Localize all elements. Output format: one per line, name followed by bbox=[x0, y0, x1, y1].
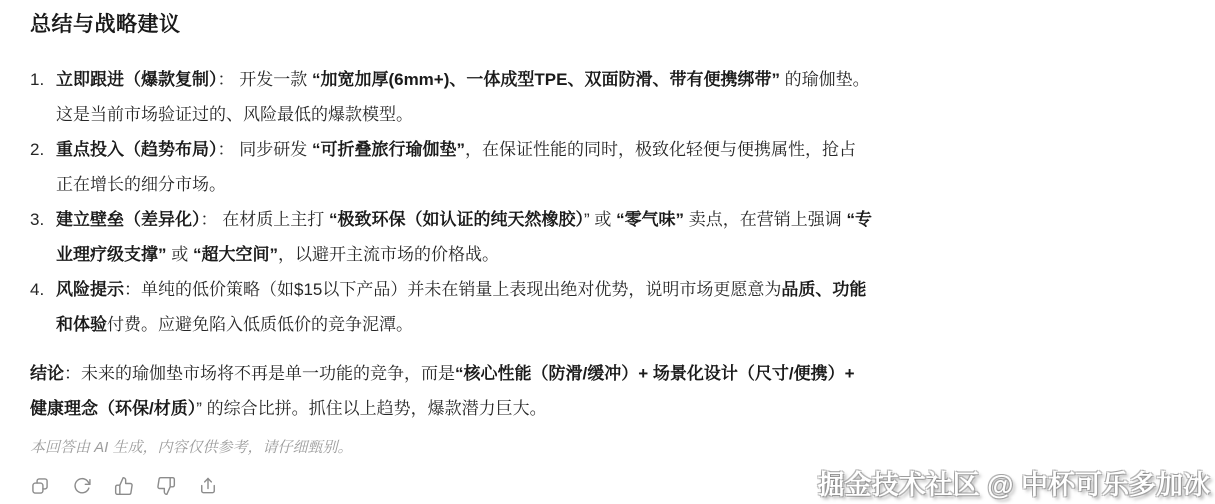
text-segment: “极致环保（如认证的纯天然橡胶） bbox=[328, 210, 584, 229]
text-segment: 风险提示 bbox=[56, 280, 124, 299]
text-segment: ： 开发一款 bbox=[217, 70, 312, 89]
copy-button[interactable] bbox=[30, 476, 50, 496]
list-item bbox=[30, 132, 872, 202]
text-segment: “零气味” bbox=[616, 210, 685, 229]
page-title: 总结与战略建议 bbox=[30, 13, 181, 36]
item-text bbox=[56, 272, 872, 342]
dislike-button[interactable] bbox=[156, 476, 176, 496]
text-segment: 付费。应避免陷入低质低价的竞争泥潭。 bbox=[107, 315, 413, 334]
item-text bbox=[56, 132, 872, 202]
item-number: 3. bbox=[30, 210, 45, 229]
list-item bbox=[30, 62, 872, 132]
text-segment: 重点投入（趋势布局） bbox=[56, 140, 218, 159]
item-text bbox=[56, 202, 872, 272]
text-segment: “加宽加厚(6mm+)、一体成型TPE、双面防滑、带有便携绑带” bbox=[311, 70, 780, 89]
text-segment: 或 bbox=[166, 245, 193, 264]
text-segment: 结论 bbox=[30, 364, 64, 383]
text-segment: 卖点，在营销上强调 bbox=[684, 210, 847, 229]
recommendation-list bbox=[30, 62, 872, 342]
text-segment: “超大空间” bbox=[192, 245, 278, 264]
ai-disclaimer: 本回答由 AI 生成，内容仅供参考，请仔细甄别。 bbox=[30, 439, 353, 456]
share-button[interactable] bbox=[198, 476, 218, 496]
text-segment: ：单纯的低价策略（如$15以下产品）并未在销量上表现出绝对优势，说明市场更愿意为 bbox=[124, 280, 782, 299]
text-segment: ” 的综合比拼。抓住以上趋势，爆款潜力巨大。 bbox=[196, 399, 547, 418]
text-segment: ” 或 bbox=[583, 210, 617, 229]
item-number: 1. bbox=[30, 70, 45, 89]
text-segment: 品质、功能和体验 bbox=[56, 280, 867, 334]
list-item bbox=[30, 272, 872, 342]
text-segment: ，在保证性能的同时，极致化轻便与便携属性，抢占正在增长的细分市场。 bbox=[56, 140, 856, 194]
thumbs-down-icon bbox=[156, 476, 176, 496]
text-segment: “核心性能（防滑/缓冲）+ 场景化设计（尺寸/便携）+ 健康理念（环保/材质） bbox=[30, 364, 855, 418]
watermark: 掘金技术社区 @ 中杯可乐多加冰 bbox=[817, 470, 1210, 500]
thumbs-up-icon bbox=[114, 476, 134, 496]
text-segment: 建立壁垒（差异化） bbox=[56, 210, 201, 229]
refresh-icon bbox=[72, 476, 92, 496]
text-segment: ： 同步研发 bbox=[217, 140, 312, 159]
text-segment: ，以避开主流市场的价格战。 bbox=[277, 245, 499, 264]
text-segment: “可折叠旅行瑜伽垫” bbox=[311, 140, 465, 159]
like-button[interactable] bbox=[114, 476, 134, 496]
share-icon bbox=[198, 476, 218, 496]
text-segment: ：未来的瑜伽垫市场将不再是单一功能的竞争，而是 bbox=[64, 364, 455, 383]
list-item bbox=[30, 202, 872, 272]
item-number: 4. bbox=[30, 280, 45, 299]
regenerate-button[interactable] bbox=[72, 476, 92, 496]
text-segment: 立即跟进（爆款复制） bbox=[56, 70, 218, 89]
text-segment: “专业理疗级支撑” bbox=[56, 210, 873, 264]
item-number: 2. bbox=[30, 140, 45, 159]
conclusion-paragraph bbox=[30, 356, 872, 426]
item-text bbox=[56, 62, 872, 132]
copy-icon bbox=[30, 476, 50, 496]
text-segment: ： 在材质上主打 bbox=[200, 210, 329, 229]
text-segment: 的瑜伽垫。这是当前市场验证过的、风险最低的爆款模型。 bbox=[56, 70, 870, 124]
